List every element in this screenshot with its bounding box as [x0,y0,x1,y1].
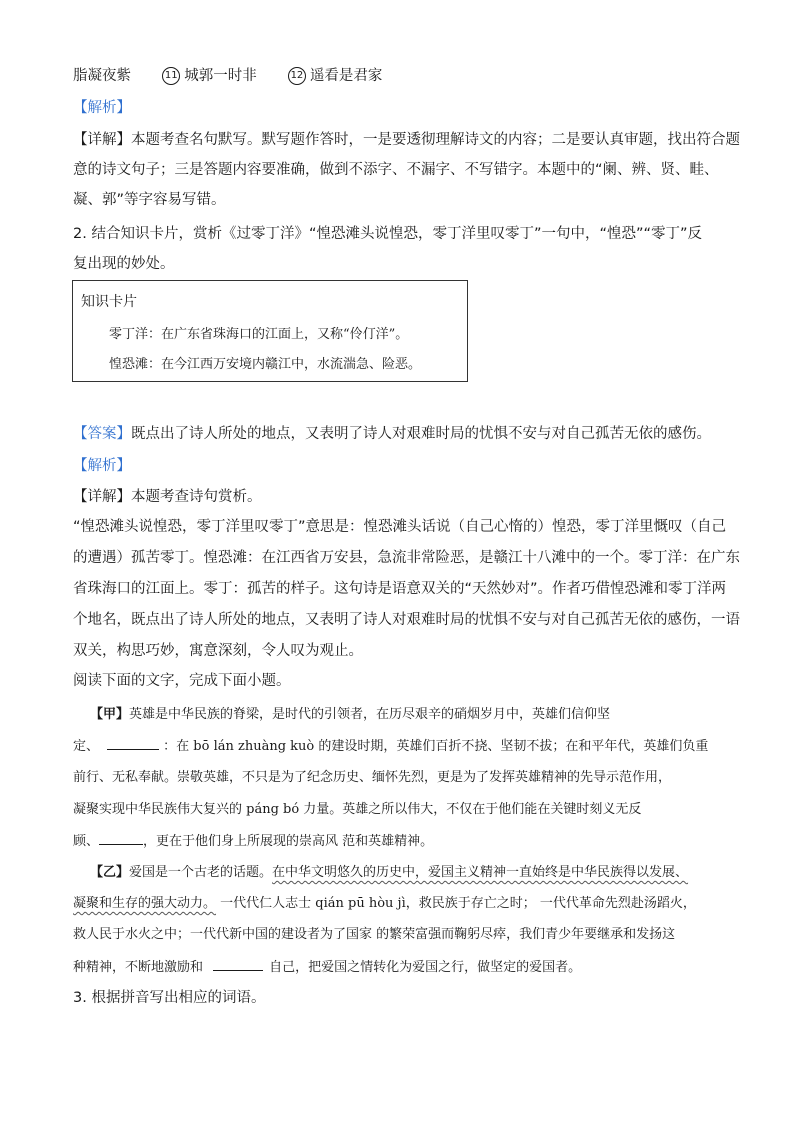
passage-jia-line-2 [73,736,728,757]
question-2-line-1: 2. 结合知识卡片，赏析《过零丁洋》“惶恐滩头说惶恐，零丁洋里叹零丁”一句中，“惶恐”“零丁”反 [73,226,703,242]
passage-jia-text-2a: 定、 [73,739,100,754]
fill-blank-3[interactable] [213,957,263,971]
detail-1-line-3: 凝、郭”等字容易写错。 [73,192,226,208]
reading-instruction: 阅读下面的文字，完成下面小题。 [73,673,291,689]
question-3: 3. 根据拼音写出相应的词语。 [73,990,266,1006]
answer-item-1: 脂凝夜紫 [73,68,131,84]
circled-number-12: 12 [288,67,306,85]
passage-yi-line-1 [90,863,730,883]
wavy-underlined-sentence-2: 凝聚和生存的强大动力。 [73,896,217,911]
passage-yi-text-2b: 一代代仁人志士 qián pū hòu jì，救民族于存亡之时； 一代代革命先烈赴汤蹈火， [216,896,696,911]
detail-2-line-4: 个地名，既点出了诗人所处的地点，又表明了诗人对艰难时局的忧惧不安与对自己孤苦无依的感伤，一语 [73,612,740,628]
detail-tag: 【详解】 [73,132,131,148]
knowledge-card-title: 知识卡片 [81,294,137,310]
passage-yi-text-1a: 爱国是一个古老的话题。 [129,865,273,880]
knowledge-card [72,280,468,382]
passage-yi-tag: 【乙】 [90,865,130,880]
knowledge-card-line-2: 惶恐滩：在今江西万安境内赣江中，水流湍急、险恶。 [109,357,422,372]
passage-yi-text-4a: 种精神，不断地激励和 [73,960,204,975]
passage-yi-line-3: 救人民于水火之中；一代代新中国的建设者为了国家 的繁荣富强而鞠躬尽瘁，我们青少年要继承和发扬这 [73,927,676,942]
answer-2-line [73,424,728,444]
question-2-line-2: 复出现的妙处。 [73,256,175,272]
passage-jia-line-5 [73,831,728,852]
detail-2-line-2: 的遭遇）孤苦零丁。惶恐滩：在江西省万安县，急流非常险恶，是赣江十八滩中的一个。零丁洋：在广东 [73,550,740,566]
answer-tag: 【答案】 [73,426,131,442]
circled-number-11: 11 [162,67,180,85]
previous-answers-line [73,66,728,86]
detail-1-line-2: 意的诗文句子；三是答题内容要准确，做到不添字、不漏字、不写错字。本题中的“阑、辨、贤、畦、 [73,162,719,178]
detail-2-line-3: 省珠海口的江面上。零丁：孤苦的样子。这句诗是语意双关的“天然妙对”。作者巧借惶恐滩和零丁洋两 [73,581,727,597]
detail-2-line-1: “惶恐滩头说惶恐，零丁洋里叹零丁”意思是：惶恐滩头话说（自己心惰的）惶恐，零丁洋里慨叹（自己 [73,519,727,535]
passage-jia-tag: 【甲】 [90,707,130,722]
fill-blank-2[interactable] [99,831,143,845]
answer-2-text: 既点出了诗人所处的地点，又表明了诗人对艰难时局的忧惧不安与对自己孤苦无依的感伤。 [131,426,711,442]
passage-yi-line-2 [73,894,728,914]
detail-tag-2: 【详解】 [73,489,131,505]
passage-jia-line-4: 凝聚实现中华民族伟大复兴的 páng bó 力量。英雄之所以伟大，不仅在于他们能在关键时刻义无反 [73,802,642,817]
passage-yi-text-4b: 自己，把爱国之情转化为爱国之行，做坚定的爱国者。 [269,960,582,975]
detail-2-intro [73,487,728,507]
knowledge-card-line-1: 零丁洋：在广东省珠海口的江面上，又称“伶仃洋”。 [109,327,409,342]
detail-1-line-1 [73,130,740,150]
passage-jia-line-3: 前行、无私奉献。崇敬英雄，不只是为了纪念历史、缅怀先烈，更是为了发挥英雄精神的先导示范作用， [73,770,672,785]
answer-item-11: 城郭一时非 [184,68,257,84]
analysis-heading-1: 【解析】 [73,100,131,116]
wavy-underlined-sentence-1: 在中华文明悠久的历史中，爱国主义精神一直始终是中华民族得以发展、 [272,865,689,880]
answer-item-12: 遥看是君家 [309,68,383,84]
passage-yi-line-4 [73,957,728,978]
passage-jia-text-5b: ，更在于他们身上所展现的崇高风 范和英雄精神。 [143,834,434,849]
passage-jia-text-2b: ：在 bō lán zhuàng kuò 的建设时期，英雄们百折不挠、坚韧不拔；在和平年代，英雄们负重 [163,739,709,754]
analysis-heading-2: 【解析】 [73,458,131,474]
passage-jia-text-5a: 顾、 [73,834,100,849]
detail-2-intro-text: 本题考查诗句赏析。 [131,489,262,505]
fill-blank-1[interactable] [107,736,159,750]
passage-jia-text-1: 英雄是中华民族的脊梁，是时代的引领者，在历尽艰辛的硝烟岁月中，英雄们信仰坚 [129,707,611,722]
passage-jia-line-1 [90,705,730,725]
detail-1-text: 本题考查名句默写。默写题作答时，一是要透彻理解诗文的内容；二是要认真审题，找出符合题 [131,132,740,148]
detail-2-line-5: 双关，构思巧妙，寓意深刻，令人叹为观止。 [73,643,363,659]
